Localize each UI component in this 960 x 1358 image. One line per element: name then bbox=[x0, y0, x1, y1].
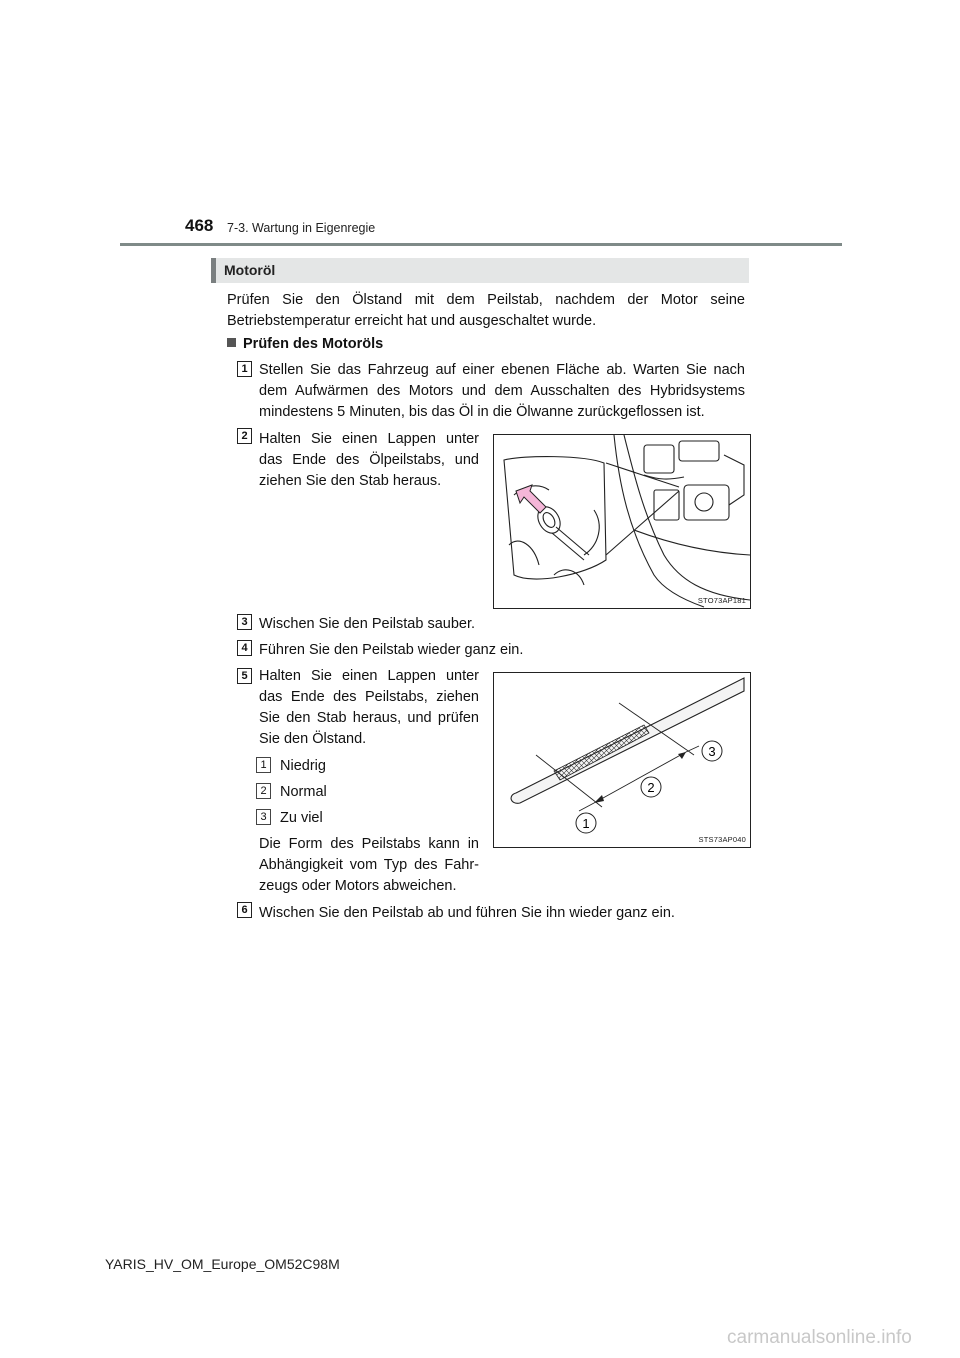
level-2-label: Normal bbox=[280, 784, 327, 800]
engine-figure-label: STO73AP181 bbox=[697, 596, 746, 605]
step-2-number: 2 bbox=[237, 428, 252, 444]
engine-figure bbox=[493, 434, 751, 609]
heading-title: Motoröl bbox=[224, 262, 276, 278]
dipstick-figure-label: STS73AP040 bbox=[698, 835, 746, 844]
step-1-text: Stellen Sie das Fahrzeug auf einer ebenen Fläche ab. Warten Sie nach dem Aufwärmen des Motors und dem Ausschalten des Hybridsystems mindestens 5 Minuten, bis das Öl in die Ölwanne zurückgeflossen ist. bbox=[259, 362, 745, 420]
engine-illustration bbox=[494, 435, 750, 608]
heading-accent bbox=[211, 258, 216, 283]
intro-paragraph: Prüfen Sie den Ölstand mit dem Peilstab, nachdem der Motor seine Betriebstemperatur erreicht hat und ausgeschaltet wurde. bbox=[227, 292, 745, 329]
step-1-number: 1 bbox=[237, 361, 252, 377]
sub-heading bbox=[227, 336, 383, 352]
heading-bar bbox=[211, 258, 749, 283]
callout-1: 1 bbox=[582, 816, 590, 831]
step-5-number: 5 bbox=[237, 668, 252, 684]
level-3-number: 3 bbox=[256, 809, 271, 825]
step-2-text: Halten Sie einen Lappen unter das Ende des Ölpeilstabs, und ziehen Sie den Stab heraus. bbox=[259, 431, 479, 489]
note-text: Die Form des Peilstabs kann in Abhängigkeit vom Typ des Fahr-zeugs oder Motors abweichen. bbox=[259, 836, 479, 894]
step-3-text: Wischen Sie den Peilstab sauber. bbox=[259, 616, 476, 632]
callout-3: 3 bbox=[708, 744, 716, 759]
level-2-number: 2 bbox=[256, 783, 271, 799]
dipstick-figure bbox=[493, 672, 751, 848]
step-4-number: 4 bbox=[237, 640, 252, 656]
dipstick-illustration bbox=[494, 673, 750, 847]
square-bullet-icon bbox=[227, 338, 236, 347]
level-1-number: 1 bbox=[256, 757, 271, 773]
section-title: 7-3. Wartung in Eigenregie bbox=[227, 221, 376, 235]
callout-2: 2 bbox=[647, 780, 655, 795]
step-6-text: Wischen Sie den Peilstab ab und führen Sie ihn wieder ganz ein. bbox=[259, 905, 675, 921]
sub-heading-text: Prüfen des Motoröls bbox=[243, 336, 384, 352]
level-3-label: Zu viel bbox=[280, 810, 323, 826]
step-5-text: Halten Sie einen Lappen unter das Ende des Peilstabs, ziehen Sie den Stab heraus, und prüfen Sie den Ölstand. bbox=[259, 668, 479, 747]
page-number: 468 bbox=[185, 216, 214, 235]
step-6-number: 6 bbox=[237, 902, 252, 918]
header-rule bbox=[120, 243, 842, 246]
watermark: carmanualsonline.info bbox=[727, 1327, 912, 1348]
level-1-label: Niedrig bbox=[280, 758, 326, 774]
footer-doc-id: YARIS_HV_OM_Europe_OM52C98M bbox=[105, 1256, 340, 1272]
step-3-number: 3 bbox=[237, 614, 252, 630]
step-4-text: Führen Sie den Peilstab wieder ganz ein. bbox=[259, 642, 524, 658]
